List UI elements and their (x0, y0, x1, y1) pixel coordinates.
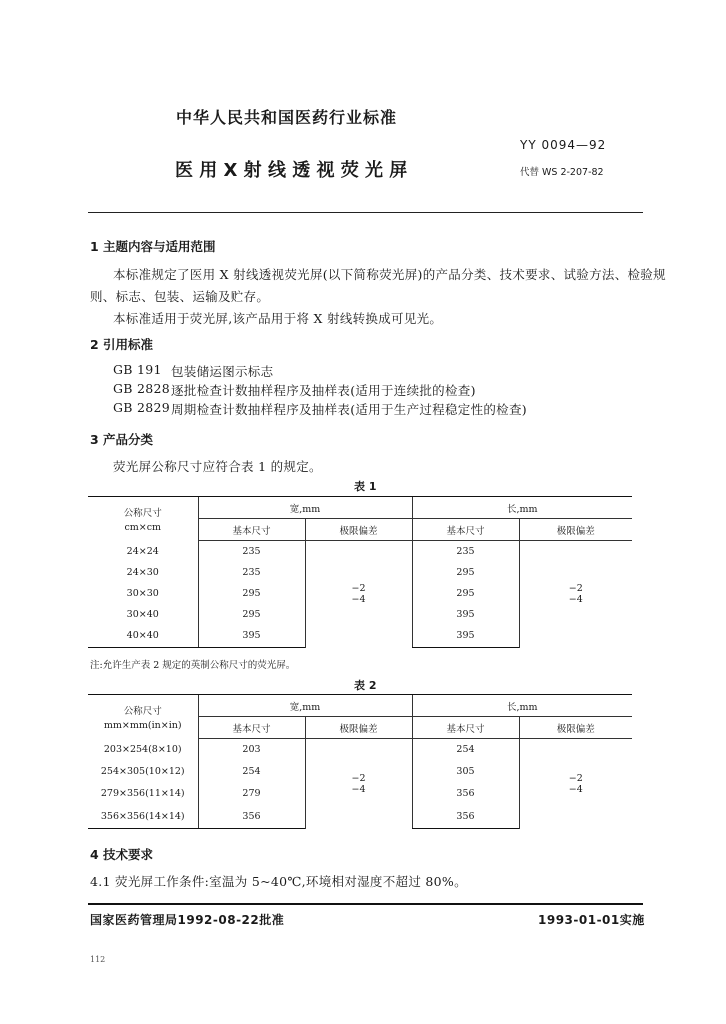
length-deviation-cell: −2 −4 (519, 541, 632, 648)
header-rule (88, 212, 643, 213)
table-1-note: 注:允许生产表 2 规定的英制公称尺寸的荧光屏。 (90, 660, 296, 671)
table-2-header-width: 宽,mm (198, 695, 412, 717)
width-basic-cell: 235 (198, 541, 305, 562)
table-2-header-basic-size: 基本尺寸 (412, 717, 519, 739)
section-4-1-paragraph: 4.1 荧光屏工作条件:室温为 5~40℃,环境相对湿度不超过 80%。 (90, 874, 467, 889)
width-basic-cell: 295 (198, 604, 305, 625)
nominal-size-cell: 356×356(14×14) (88, 805, 198, 829)
table-1-header-basic-size: 基本尺寸 (198, 519, 305, 541)
length-basic-cell: 395 (412, 604, 519, 625)
length-basic-cell: 254 (412, 739, 519, 761)
table-1-header-width: 宽,mm (198, 497, 412, 519)
length-basic-cell: 235 (412, 541, 519, 562)
footer-rule (88, 903, 643, 905)
width-basic-cell: 395 (198, 625, 305, 648)
nominal-size-cell: 30×30 (126, 587, 159, 599)
reference-title: 逐批检查计数抽样程序及抽样表(适用于连续批的检查) (171, 383, 476, 398)
nominal-size-cell: 30×40 (126, 608, 159, 620)
reference-code: GB 2829 (113, 400, 171, 415)
table-1-header-limit-deviation: 极限偏差 (519, 519, 632, 541)
section-4-heading: 4 技术要求 (90, 847, 154, 862)
table-1-header-limit-deviation: 极限偏差 (305, 519, 412, 541)
standard-code: YY 0094—92 (520, 138, 607, 152)
width-basic-cell: 295 (198, 583, 305, 604)
section-3-paragraph: 荧光屏公称尺寸应符合表 1 的规定。 (113, 459, 322, 474)
width-basic-cell: 254 (198, 761, 305, 783)
section-1-paragraph-1-line-1: 本标准规定了医用 X 射线透视荧光屏(以下简称荧光屏)的产品分类、技术要求、试验方法、检验规 (113, 267, 666, 282)
reference-code: GB 191 (113, 362, 162, 377)
table-2 (88, 694, 632, 829)
table-2-header-nominal-size: 公称尺寸 mm×mm(in×in) (88, 695, 198, 739)
table-2-header-limit-deviation: 极限偏差 (519, 717, 632, 739)
length-basic-cell: 295 (412, 583, 519, 604)
table-2-header-basic-size: 基本尺寸 (198, 717, 305, 739)
section-2-heading: 2 引用标准 (90, 337, 154, 352)
replaces-standard: 代替 WS 2-207-82 (520, 167, 604, 178)
length-deviation-cell: −2 −4 (519, 739, 632, 829)
document-title: 医 用 X 射 线 透 视 荧 光 屏 (175, 160, 408, 181)
table-row (88, 541, 632, 562)
table-2-caption: 表 2 (354, 679, 377, 692)
approval-text: 国家医药管理局1992-08-22批准 (90, 913, 285, 927)
width-basic-cell: 279 (198, 783, 305, 805)
nominal-size-cell: 40×40 (88, 625, 198, 648)
reference-title: 周期检查计数抽样程序及抽样表(适用于生产过程稳定性的检查) (171, 402, 527, 417)
length-basic-cell: 295 (412, 562, 519, 583)
page-number: 112 (90, 955, 106, 964)
nominal-size-cell: 203×254(8×10) (103, 744, 182, 755)
section-1-heading: 1 主题内容与适用范围 (90, 239, 216, 254)
width-basic-cell: 235 (198, 562, 305, 583)
table-1 (88, 496, 632, 648)
table-1-header-basic-size: 基本尺寸 (412, 519, 519, 541)
width-basic-cell: 356 (198, 805, 305, 829)
table-2-header-length: 长,mm (412, 695, 632, 717)
length-basic-cell: 356 (412, 783, 519, 805)
length-basic-cell: 356 (412, 805, 519, 829)
width-deviation-cell: −2 −4 (305, 541, 412, 648)
table-1-caption: 表 1 (354, 480, 377, 493)
table-1-header-length: 长,mm (412, 497, 632, 519)
width-basic-cell: 203 (198, 739, 305, 761)
table-row (88, 739, 632, 761)
width-deviation-cell: −2 −4 (305, 739, 412, 829)
nominal-size-cell: 24×30 (126, 566, 159, 578)
nominal-size-cell: 279×356(11×14) (100, 788, 185, 799)
effective-date-text: 1993-01-01实施 (538, 913, 645, 927)
section-3-heading: 3 产品分类 (90, 432, 154, 447)
reference-title: 包装储运图示标志 (171, 364, 274, 379)
org-title: 中华人民共和国医药行业标准 (176, 108, 398, 127)
table-2-header-limit-deviation: 极限偏差 (305, 717, 412, 739)
table-1-header-nominal-size: 公称尺寸 cm×cm (88, 497, 198, 541)
nominal-size-cell: 254×305(10×12) (100, 766, 185, 777)
length-basic-cell: 395 (412, 625, 519, 648)
section-1-paragraph-2: 本标准适用于荧光屏,该产品用于将 X 射线转换成可见光。 (113, 311, 443, 326)
length-basic-cell: 305 (412, 761, 519, 783)
nominal-size-cell: 24×24 (126, 545, 159, 557)
reference-code: GB 2828 (113, 381, 171, 396)
section-1-paragraph-1-line-2: 则、标志、包装、运输及贮存。 (90, 289, 270, 304)
